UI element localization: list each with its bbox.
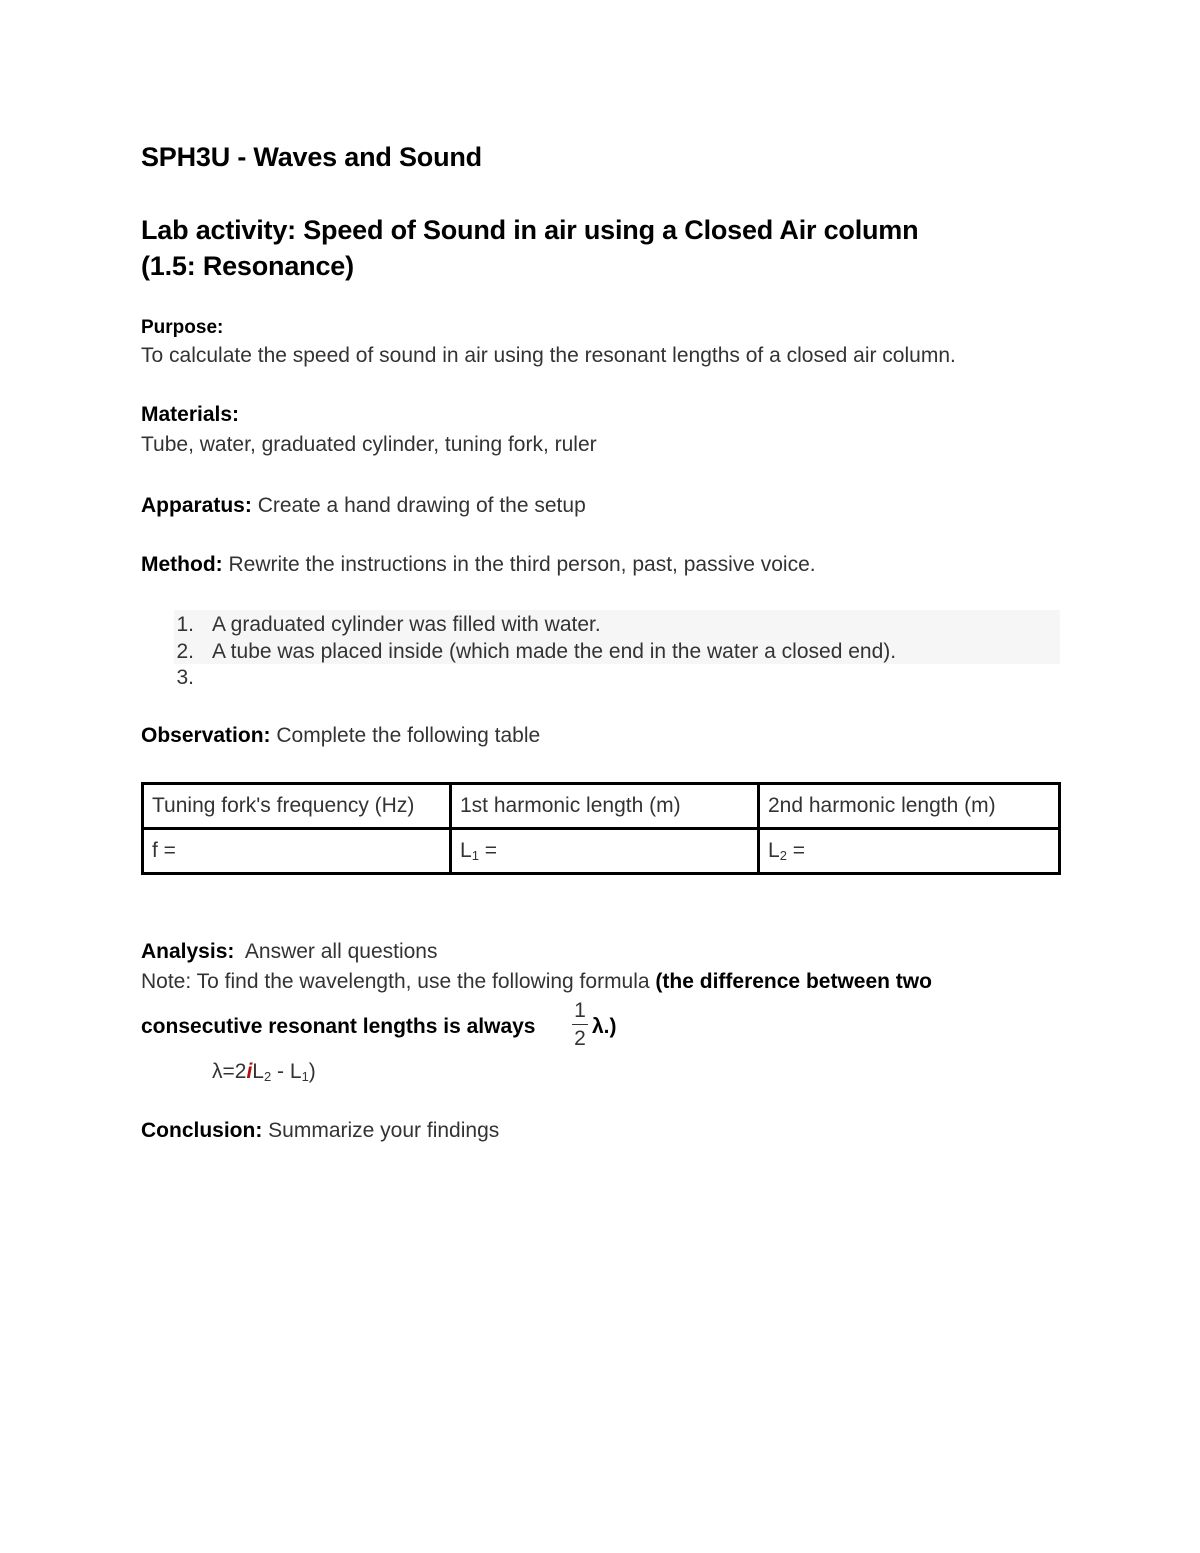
method-label: Method:: [141, 553, 223, 576]
apparatus-line: [141, 494, 586, 518]
method-step-number: 1.: [176, 613, 194, 636]
table-row: [143, 829, 1060, 874]
table-header-first-harmonic: 1st harmonic length (m): [451, 784, 759, 829]
conclusion-line: [141, 1119, 499, 1143]
purpose-text: To calculate the speed of sound in air using the resonant lengths of a closed air column.: [141, 344, 956, 367]
one-half-fraction: [569, 1000, 591, 1049]
analysis-note-bold-2: consecutive resonant lengths is always: [141, 1015, 536, 1038]
l2-equals: =: [786, 839, 806, 862]
wavelength-formula: [212, 1060, 316, 1084]
formula-l2: L: [252, 1060, 264, 1083]
table-cell-frequency[interactable]: f =: [143, 829, 451, 874]
l2-subscript: 2: [779, 848, 787, 863]
analysis-line: [141, 940, 437, 964]
analysis-note-bold-1: (the difference between two: [655, 970, 932, 993]
formula-lead: λ=2: [212, 1060, 247, 1083]
apparatus-text: Create a hand drawing of the setup: [251, 494, 586, 517]
observation-table: [141, 782, 1061, 875]
table-header-frequency: Tuning fork's frequency (Hz): [143, 784, 451, 829]
conclusion-label: Conclusion:: [141, 1119, 263, 1142]
method-line: [141, 553, 816, 577]
method-step-text: A tube was placed inside (which made the end in the water a closed end).: [212, 640, 897, 663]
table-header-second-harmonic: 2nd harmonic length (m): [759, 784, 1060, 829]
l1-subscript: 1: [471, 848, 479, 863]
materials-text: Tube, water, graduated cylinder, tuning fork, ruler: [141, 433, 597, 456]
lab-title-line2: (1.5: Resonance): [141, 251, 354, 281]
formula-close: ): [308, 1060, 316, 1083]
table-cell-first-harmonic[interactable]: [451, 829, 759, 874]
document-title: SPH3U - Waves and Sound: [141, 142, 482, 172]
observation-text: Complete the following table: [270, 724, 541, 747]
formula-sub1: 1: [301, 1069, 309, 1084]
formula-error-i: i: [246, 1060, 253, 1083]
method-step-text: A graduated cylinder was filled with water.: [212, 613, 601, 636]
analysis-note-line1: [141, 970, 932, 994]
analysis-text: Answer all questions: [234, 940, 438, 963]
formula-minus-l1: - L: [271, 1060, 302, 1083]
table-cell-second-harmonic[interactable]: [759, 829, 1060, 874]
fraction-numerator: 1: [574, 999, 586, 1022]
fraction-bar: [572, 1024, 588, 1025]
purpose-label: Purpose:: [141, 317, 224, 338]
observation-label: Observation:: [141, 724, 271, 747]
method-step-number: 2.: [176, 640, 194, 663]
analysis-note-end: λ.): [592, 1015, 617, 1038]
method-step-number: 3.: [176, 666, 194, 689]
observation-line: [141, 724, 540, 748]
apparatus-label: Apparatus:: [141, 494, 252, 517]
formula-sub2: 2: [263, 1069, 272, 1084]
l1-equals: =: [478, 839, 498, 862]
fraction-denominator: 2: [574, 1027, 586, 1050]
materials-label: Materials:: [141, 403, 240, 426]
analysis-note-line2: [141, 1015, 535, 1039]
table-header-row: [143, 784, 1060, 829]
conclusion-text: Summarize your findings: [262, 1119, 500, 1142]
method-text: Rewrite the instructions in the third person, past, passive voice.: [222, 553, 816, 576]
analysis-note-plain: Note: To find the wavelength, use the following formula: [141, 970, 656, 993]
analysis-label: Analysis:: [141, 940, 235, 963]
l1-symbol: L: [460, 839, 472, 862]
lab-title-line1: Lab activity: Speed of Sound in air using a Closed Air column: [141, 215, 919, 245]
l2-symbol: L: [768, 839, 780, 862]
